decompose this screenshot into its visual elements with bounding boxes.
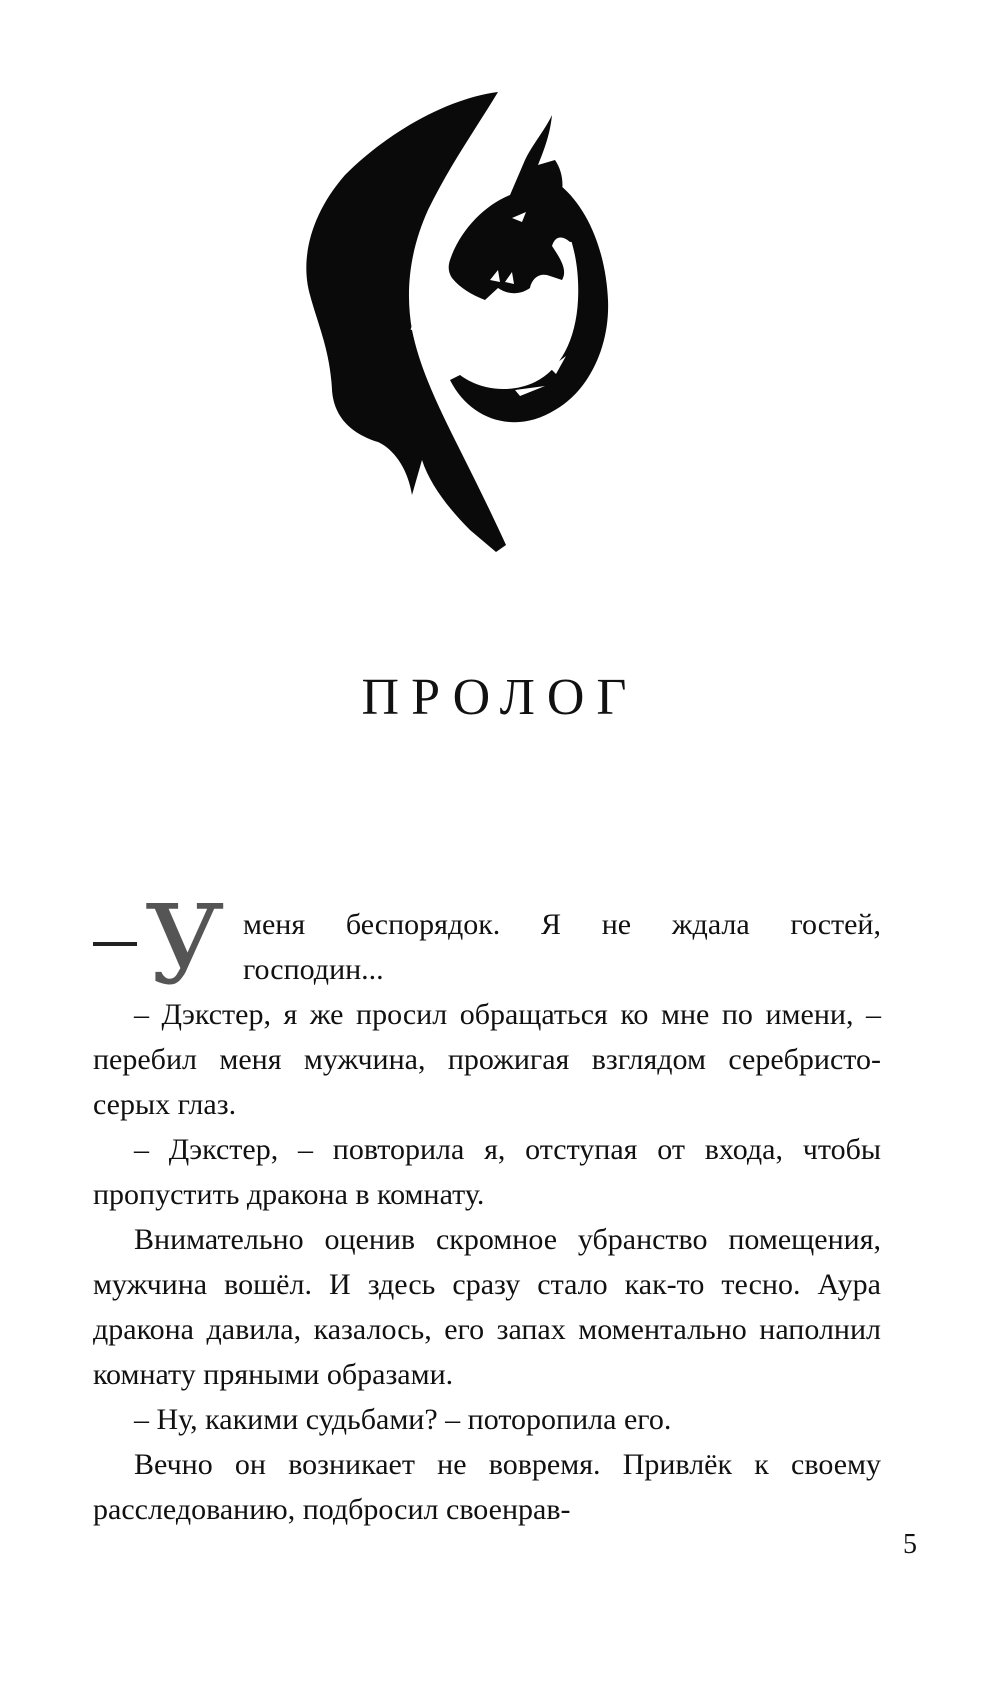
opening-paragraph	[93, 881, 881, 1009]
opening-line-1: меня беспорядок. Я не ждала гостей,	[243, 908, 881, 941]
paragraph: – Дэкстер, – повторила я, отступая от входа, чтобы пропустить дракона в комнату.	[93, 1133, 881, 1211]
opening-line-2: господин...	[243, 953, 384, 986]
body-text	[93, 881, 881, 1532]
dialogue-dash	[93, 942, 137, 946]
chapter-title: ПРОЛОГ	[361, 669, 639, 726]
dragon-emblem-icon	[300, 90, 630, 590]
paragraph: – Ну, какими судьбами? – поторопила его.	[134, 1403, 672, 1436]
drop-cap: У	[145, 881, 225, 1009]
paragraph: Внимательно оценив скромное убранство помещения, мужчина вошёл. И здесь сразу стало как-то тесно. Аура дракона давила, казалось, его запах моментально наполнил комнату пряными образами.	[93, 1223, 881, 1391]
paragraph: Вечно он возникает не вовремя. Привлёк к своему расследованию, подбросил своенрав-	[93, 1448, 881, 1526]
paragraph: – Дэкстер, я же просил обращаться ко мне по имени, – перебил меня мужчина, прожигая взглядом серебристо-серых глаз.	[93, 998, 881, 1121]
page-number: 5	[903, 1529, 917, 1560]
